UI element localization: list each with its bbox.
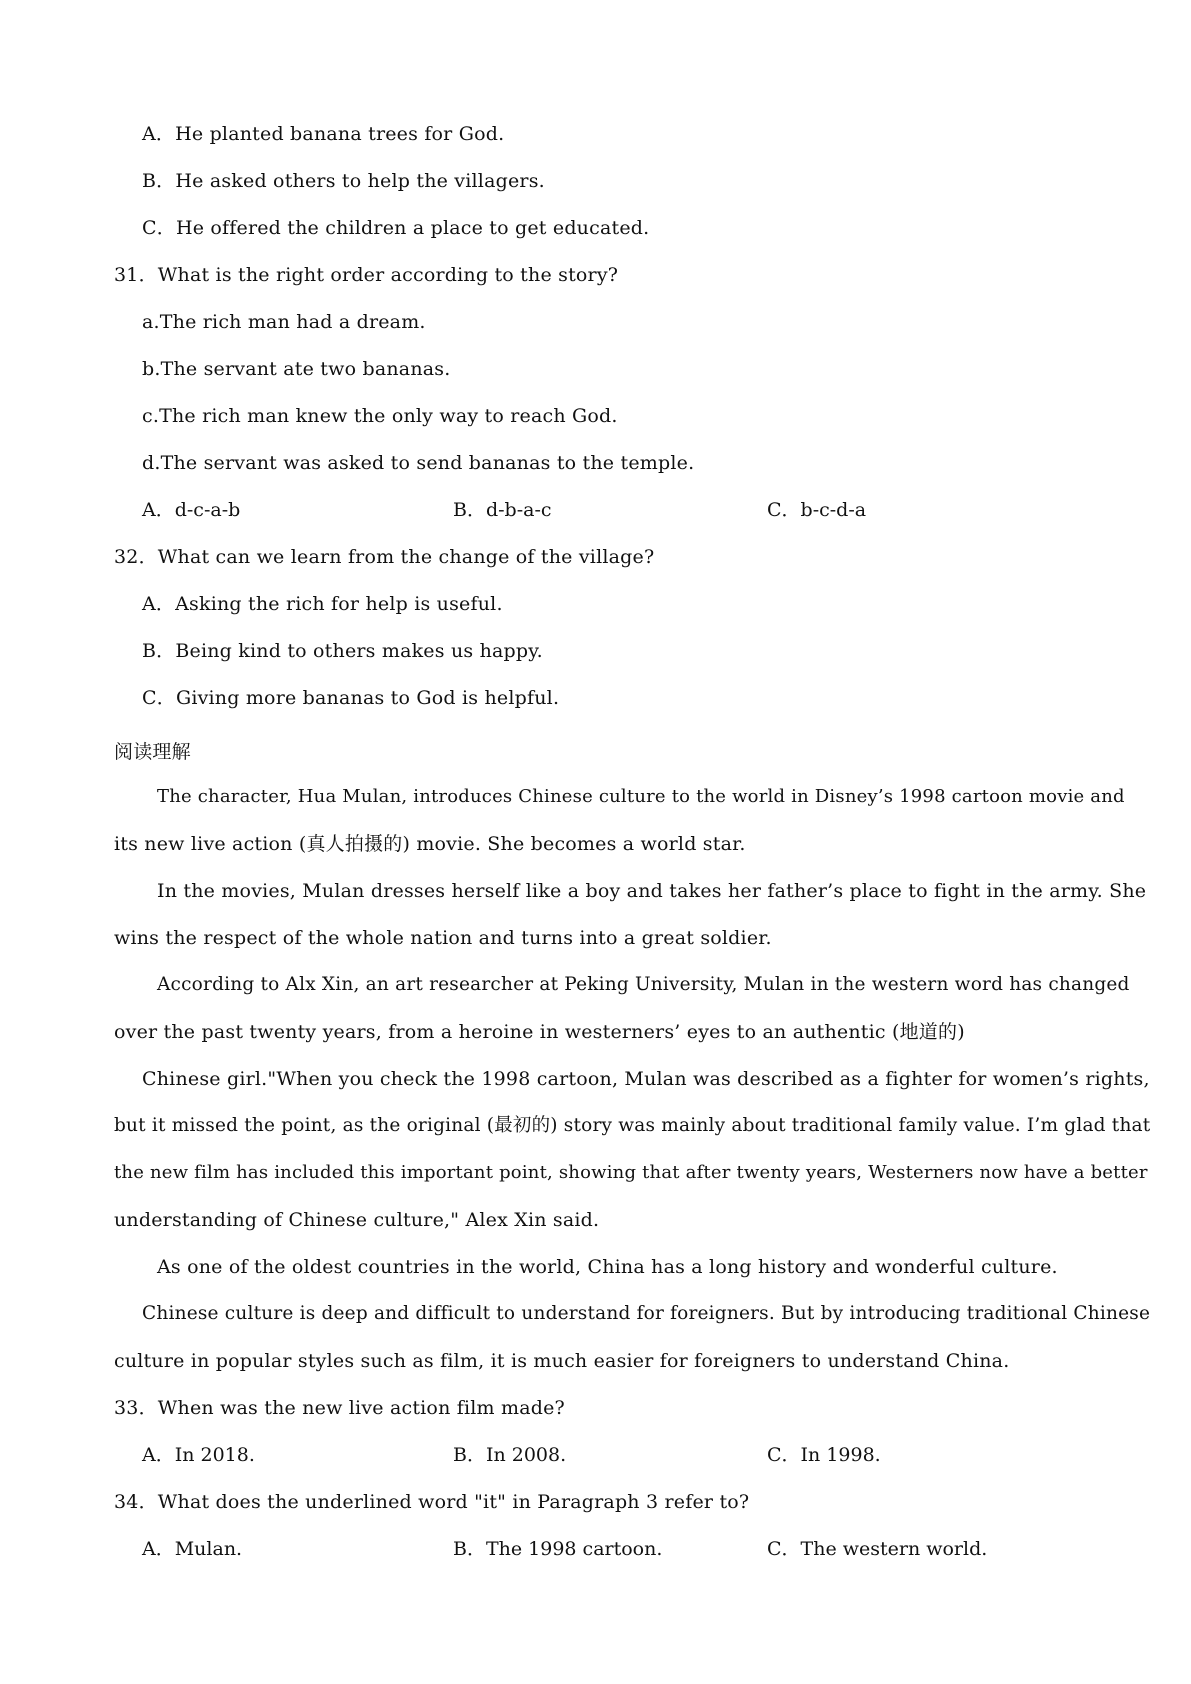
passage-line: its new live action (真人拍摄的) movie. She becomes a world star. (114, 833, 746, 855)
q34-option-a: A．Mulan. (142, 1538, 243, 1560)
q31-event-c: c.The rich man knew the only way to reach God. (142, 405, 618, 427)
section-heading: 阅读理解 (114, 741, 191, 763)
passage-line: Chinese culture is deep and difficult to understand for foreigners. But by introducing traditional Chinese (142, 1303, 1151, 1324)
q31-option-a: A．d-c-a-b (142, 499, 241, 521)
q30-option-c: C．He offered the children a place to get educated. (142, 217, 650, 239)
passage-line: wins the respect of the whole nation and turns into a great soldier. (114, 927, 772, 949)
q32-option-b: B．Being kind to others makes us happy. (142, 640, 543, 662)
passage-line: The character, Hua Mulan, introduces Chinese culture to the world in Disney’s 1998 cartoon movie and (157, 786, 1125, 807)
q32-option-c: C．Giving more bananas to God is helpful. (142, 687, 560, 709)
q34-option-b: B．The 1998 cartoon. (453, 1538, 663, 1560)
q31-option-c: C．b-c-d-a (767, 499, 867, 521)
q31-event-b: b.The servant ate two bananas. (142, 358, 451, 380)
q31-option-b: B．d-b-a-c (453, 499, 552, 521)
passage-line: In the movies, Mulan dresses herself like a boy and takes her father’s place to fight in the army. She (157, 880, 1147, 902)
q33-option-b: B．In 2008. (453, 1444, 567, 1466)
q34-option-c: C．The western world. (767, 1538, 988, 1560)
passage-line: Chinese girl."When you check the 1998 cartoon, Mulan was described as a fighter for women’s rights, (142, 1068, 1150, 1090)
q31-stem: 31．What is the right order according to the story? (114, 264, 619, 286)
passage-line: the new film has included this important point, showing that after twenty years, Westerners now have a better (114, 1162, 1148, 1183)
q32-option-a: A．Asking the rich for help is useful. (142, 593, 503, 615)
q33-stem: 33．When was the new live action film made? (114, 1397, 565, 1419)
q33-option-c: C．In 1998. (767, 1444, 881, 1466)
q32-stem: 32．What can we learn from the change of the village? (114, 546, 655, 568)
passage-line: but it missed the point, as the original (最初的) story was mainly about traditional family value. I’m glad that (114, 1115, 1151, 1136)
q34-stem: 34．What does the underlined word "it" in Paragraph 3 refer to? (114, 1491, 750, 1513)
q30-option-b: B．He asked others to help the villagers. (142, 170, 545, 192)
passage-line: understanding of Chinese culture," Alex Xin said. (114, 1209, 600, 1231)
passage-line: over the past twenty years, from a heroine in westerners’ eyes to an authentic (地道的) (114, 1021, 965, 1043)
q31-event-d: d.The servant was asked to send bananas to the temple. (142, 452, 695, 474)
passage-line: As one of the oldest countries in the world, China has a long history and wonderful culture. (157, 1256, 1058, 1278)
passage-line: culture in popular styles such as film, it is much easier for foreigners to understand China. (114, 1350, 1010, 1372)
q30-option-a: A．He planted banana trees for God. (142, 123, 505, 145)
q33-option-a: A．In 2018. (142, 1444, 255, 1466)
q31-event-a: a.The rich man had a dream. (142, 311, 426, 333)
passage-line: According to Alx Xin, an art researcher at Peking University, Mulan in the western word has changed (157, 974, 1130, 995)
